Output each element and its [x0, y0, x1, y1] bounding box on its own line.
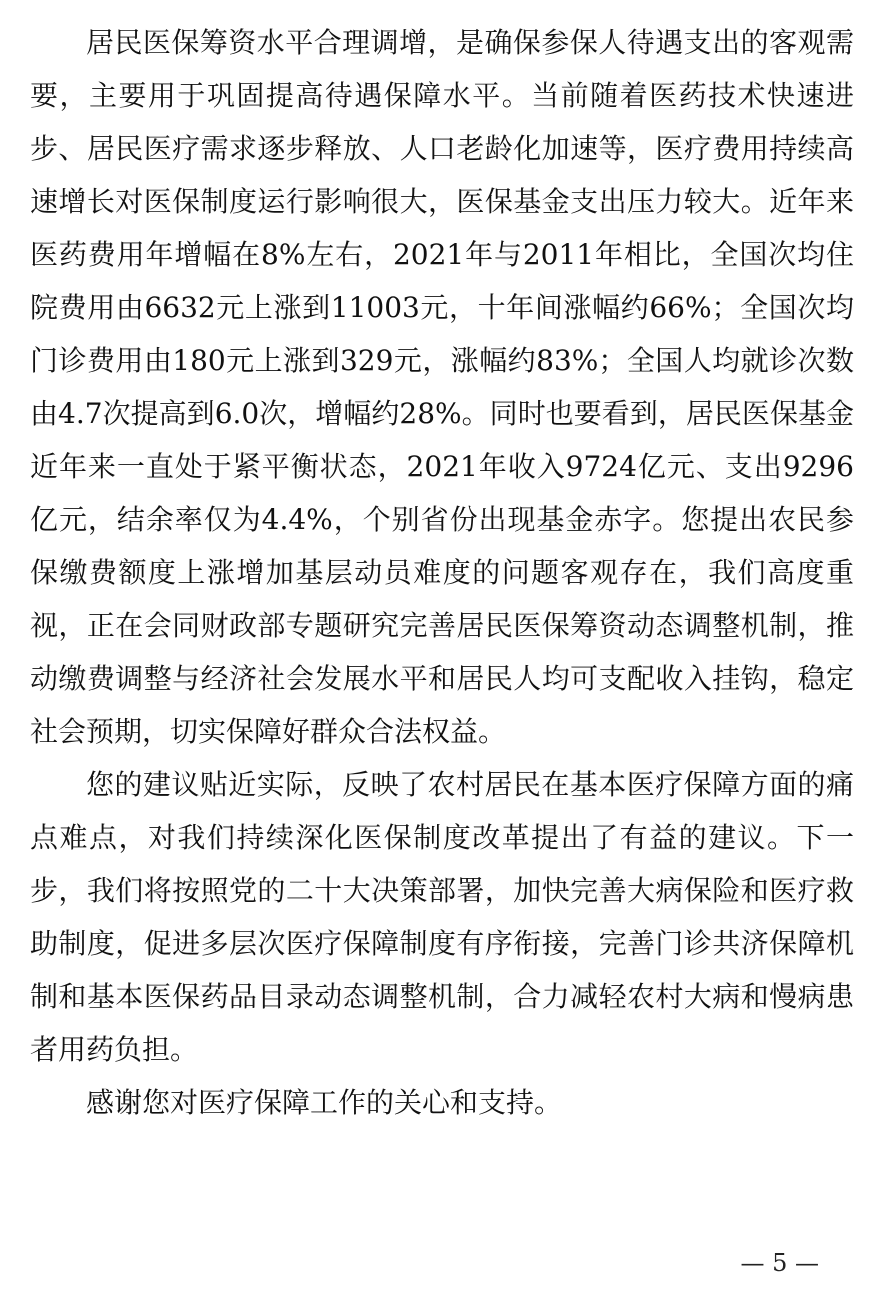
paragraph-funding-adjustment: 居民医保筹资水平合理调增，是确保参保人待遇支出的客观需要，主要用于巩固提高待遇保障水平。当前随着医药技术快速进步、居民医疗需求逐步释放、人口老龄化加速等，医疗费用持续高速增长对医保制度运行影响很大，医保基金支出压力较大。近年来医药费用年增幅在8%左右，2021年与2011年相比，全国次均住院费用由6632元上涨到11003元，十年间涨幅约66%；全国次均门诊费用由180元上涨到329元，涨幅约83%；全国人均就诊次数由4.7次提高到6.0次，增幅约28%。同时也要看到，居民医保基金近年来一直处于紧平衡状态，2021年收入9724亿元、支出9296亿元，结余率仅为4.4%，个别省份出现基金赤字。您提出农民参保缴费额度上涨增加基层动员难度的问题客观存在，我们高度重视，正在会同财政部专题研究完善居民医保筹资动态调整机制，推动缴费调整与经济社会发展水平和居民人均可支配收入挂钩，稳定社会预期，切实保障好群众合法权益。 [30, 26, 854, 748]
paragraph-next-steps: 您的建议贴近实际，反映了农村居民在基本医疗保障方面的痛点难点，对我们持续深化医保制度改革提出了有益的建议。下一步，我们将按照党的二十大决策部署，加快完善大病保险和医疗救助制度，促进多层次医疗保障制度有序衔接，完善门诊共济保障机制和基本医保药品目录动态调整机制，合力减轻农村大病和慢病患者用药负担。 [30, 768, 854, 1066]
page-number-text: — 5 — [740, 1249, 819, 1277]
paragraph-thanks: 感谢您对医疗保障工作的关心和支持。 [86, 1086, 563, 1119]
document-body [30, 16, 854, 1129]
page-number [0, 1246, 881, 1280]
